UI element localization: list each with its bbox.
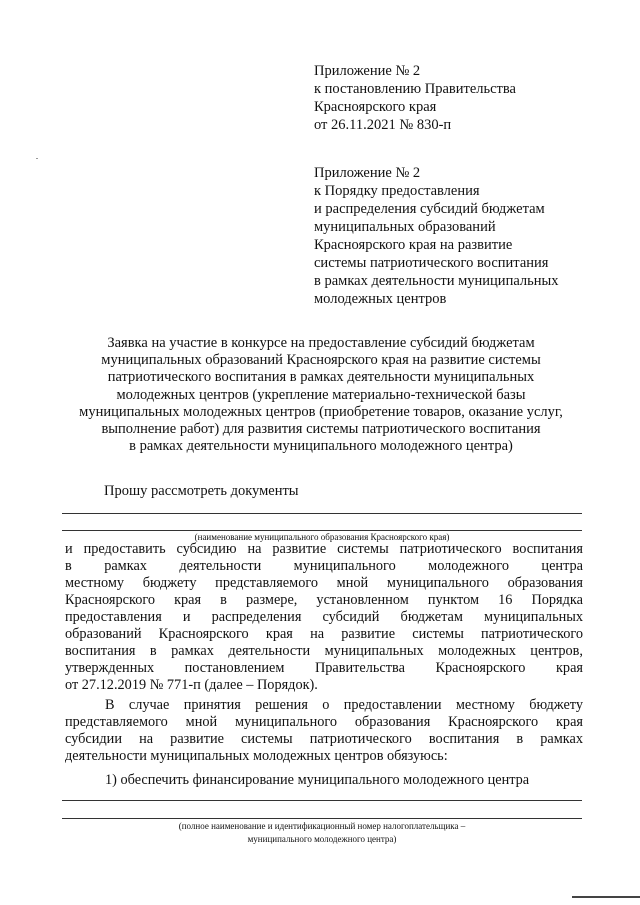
- paragraph-1: [65, 541, 583, 694]
- fill-line: [62, 530, 582, 531]
- title-line: муниципальных образований Красноярского края на развитие системы: [101, 352, 541, 369]
- paragraph-line: деятельности муниципальных молодежных центров обязуюсь:: [65, 748, 448, 765]
- item-1: 1) обеспечить финансирование муниципального молодежного центра: [105, 772, 530, 788]
- title-line: Заявка на участие в конкурсе на предоставление субсидий бюджетам: [107, 335, 535, 351]
- fill-line: [62, 800, 582, 801]
- paragraph-line: и предоставить субсидию на развитие системы патриотического воспитания: [65, 541, 583, 557]
- title-line: в рамках деятельности муниципального молодежного центра): [129, 438, 513, 455]
- caption-center-name-line-2: муниципального молодежного центра): [247, 834, 397, 844]
- scan-edge-mark: [572, 896, 640, 898]
- paragraph-line: воспитания в рамках деятельности муниципальных молодежных центров,: [65, 643, 583, 660]
- paragraph-line: Красноярского края в размере, установленном пунктом 16 Порядка: [65, 592, 583, 609]
- header-line: Красноярского края: [314, 99, 437, 115]
- header-line: Приложение № 2: [314, 165, 421, 181]
- header-line: Красноярского края на развитие: [314, 237, 513, 253]
- appendix-header-government-decree: [314, 62, 614, 134]
- header-line: и распределения субсидий бюджетам: [314, 201, 545, 217]
- header-line: от 26.11.2021 № 830-п: [314, 117, 452, 133]
- fill-line: [62, 818, 582, 819]
- header-line: к постановлению Правительства: [314, 81, 516, 97]
- scan-speck: [36, 158, 38, 159]
- title-line: молодежных центров (укрепление материально-технической базы: [116, 386, 526, 403]
- header-line: Приложение № 2: [314, 63, 421, 79]
- paragraph-line: субсидии на развитие системы патриотического воспитания в рамках: [65, 731, 583, 748]
- header-line: в рамках деятельности муниципальных: [314, 273, 559, 289]
- paragraph-line: предоставления и распределения субсидий бюджетам муниципальных: [65, 609, 583, 626]
- caption-center-name-line-1: (полное наименование и идентификационный номер налогоплательщика –: [178, 821, 466, 831]
- paragraph-line: от 27.12.2019 № 771-п (далее – Порядок).: [65, 677, 318, 694]
- title-line: патриотического воспитания в рамках деятельности муниципальных: [107, 369, 535, 386]
- header-line: молодежных центров: [314, 291, 447, 307]
- paragraph-line: представляемого мной муниципального образования Красноярского края: [65, 714, 583, 731]
- header-line: системы патриотического воспитания: [314, 255, 549, 271]
- header-line: к Порядку предоставления: [314, 183, 480, 199]
- paragraph-line: В случае принятия решения о предоставлении местному бюджету: [105, 697, 583, 713]
- title-line: выполнение работ) для развития системы патриотического воспитания: [101, 421, 541, 438]
- caption-municipality: (наименование муниципального образования Красноярского края): [194, 532, 450, 542]
- paragraph-2: [65, 697, 583, 765]
- paragraph-line: образований Красноярского края на развитие системы патриотического: [65, 626, 583, 643]
- header-line: муниципальных образований: [314, 219, 496, 235]
- application-title: [60, 335, 582, 455]
- title-line: муниципальных молодежных центров (приобретение товаров, оказание услуг,: [79, 403, 563, 420]
- appendix-header-procedure: [314, 164, 614, 308]
- request-text: Прошу рассмотреть документы: [104, 483, 299, 499]
- paragraph-line: утвержденных постановлением Правительства Красноярского края: [65, 660, 583, 677]
- fill-line: [62, 513, 582, 514]
- paragraph-line: местному бюджету представляемого мной муниципального образования: [65, 575, 583, 592]
- paragraph-line: в рамках деятельности муниципального молодежного центра: [65, 558, 583, 575]
